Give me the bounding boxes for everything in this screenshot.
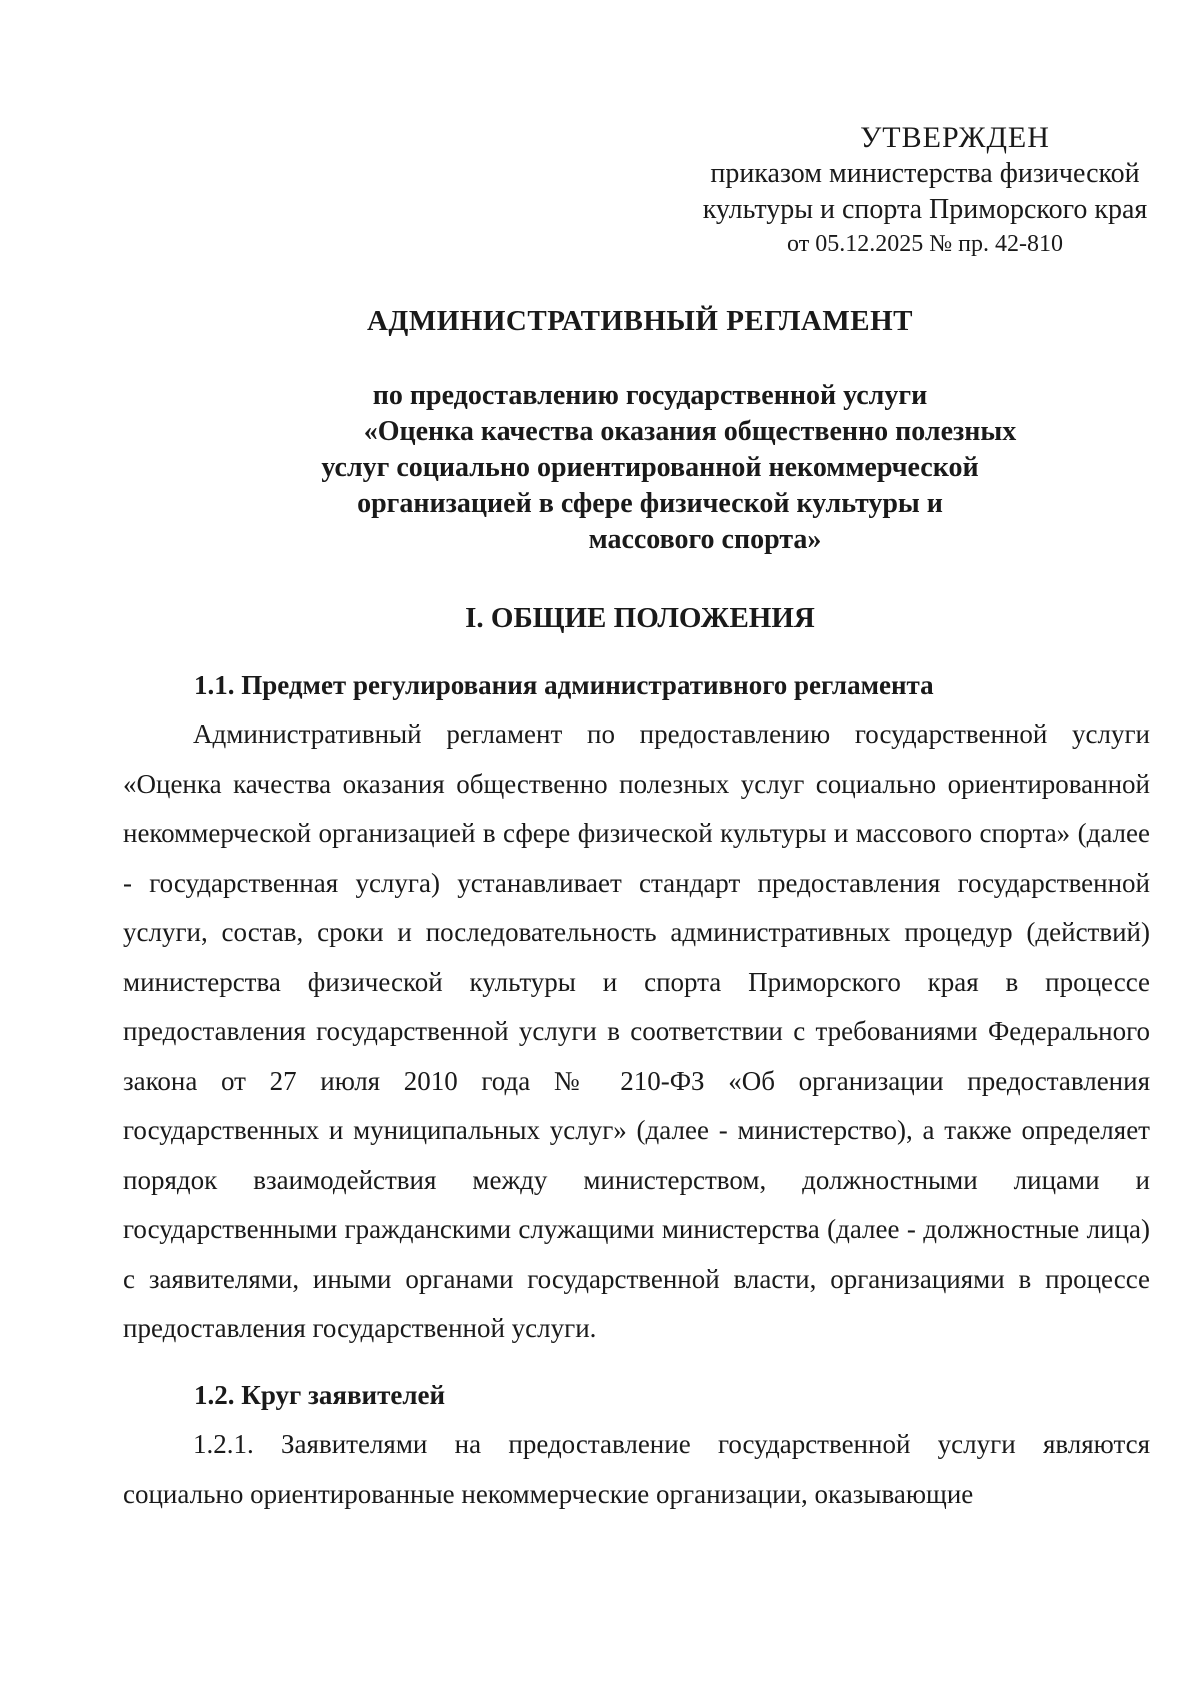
approval-stamp	[690, 120, 1160, 260]
approval-line: приказом министерства физической	[710, 158, 1140, 189]
paragraph: Административный регламент по предоставлению государственной услуги «Оценка качества оказания общественно полезных услуг социально ориентированной некоммерческой организацией в сфере физической культуры и массового спорта» (далее - государственная услуга) устанавливает стандарт предоставления государственной услуги, состав, сроки и последовательность административных процедур (действий) министерства физической культуры и спорта Приморского края в процессе предоставления государственной услуги в соответствии с требованиями Федерального закона от 27 июля 2010 года № 210-ФЗ «Об организации предоставления государственных и муниципальных услуг» (далее - министерство), а также определяет порядок взаимодействия между министерством, должностными лицами и государственными гражданскими служащими министерства (далее - должностные лица) с заявителями, иными органами государственной власти, организациями в процессе предоставления государственной услуги.	[123, 719, 1150, 1343]
subtitle-line: услуг социально ориентированной некоммерческой	[321, 452, 979, 483]
approval-line: культуры и спорта Приморского края	[702, 194, 1148, 225]
document-subtitle	[220, 378, 1080, 558]
subsection-heading: 1.2. Круг заявителей	[194, 1380, 446, 1410]
subsection-heading: 1.1. Предмет регулирования административного регламента	[194, 670, 934, 700]
document-title: АДМИНИСТРАТИВНЫЙ РЕГЛАМЕНТ	[366, 305, 913, 337]
subtitle-line: организацией в сфере физической культуры и	[357, 488, 943, 519]
subtitle-line: по предоставлению государственной услуги	[372, 380, 928, 411]
approval-title: УТВЕРЖДЕН	[860, 121, 1050, 154]
subtitle-line: массового спорта»	[588, 524, 822, 555]
subtitle-line: «Оценка качества оказания общественно полезных	[363, 416, 1017, 447]
approval-date: от 05.12.2025 № пр. 42-810	[787, 231, 1063, 257]
section-heading: I. ОБЩИЕ ПОЛОЖЕНИЯ	[465, 602, 815, 634]
paragraph: 1.2.1. Заявителями на предоставление государственной услуги являются социально ориентированные некоммерческие организации, оказывающие	[123, 1429, 1150, 1509]
